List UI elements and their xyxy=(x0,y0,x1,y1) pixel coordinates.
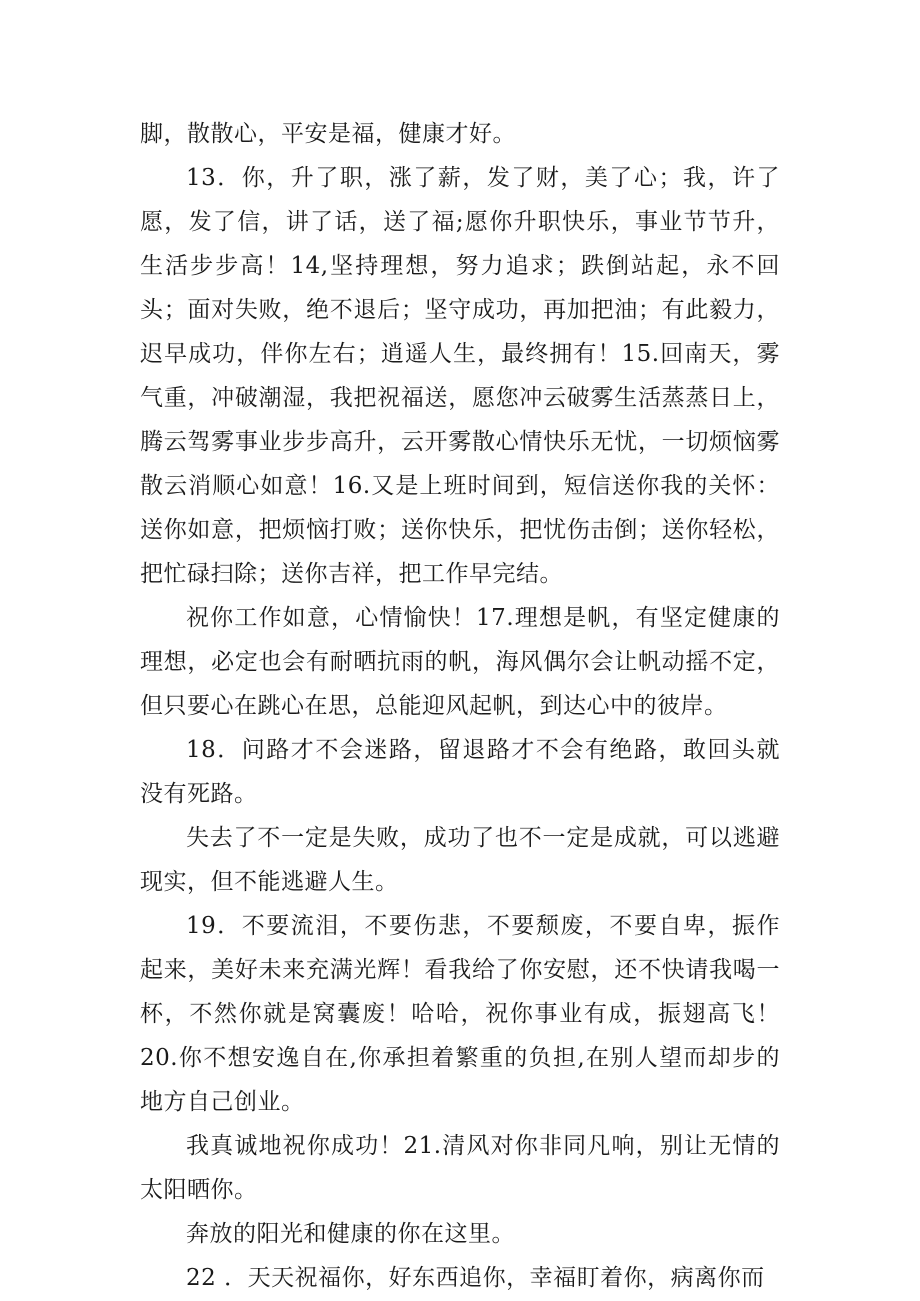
paragraph-17: 祝你工作如意，心情愉快！17.理想是帆，有坚定健康的理想，必定也会有耐晒抗雨的帆，海风偶尔会让帆动摇不定，但只要心在跳心在思，总能迎风起帆，到达心中的彼岸。 xyxy=(140,605,780,719)
paragraph-21: 我真诚地祝你成功！21.清风对你非同凡响，别让无情的太阳晒你。 xyxy=(140,1133,780,1203)
paragraph-22: 22 ．天天祝福你，好东西追你，幸福盯着你，病离你而 xyxy=(186,1265,765,1291)
document-page xyxy=(140,112,780,1300)
paragraph-continuation: 脚，散散心，平安是福，健康才好。 xyxy=(140,121,516,147)
paragraph-failure: 失去了不一定是失败，成功了也不一定是成就，可以逃避现实，但不能逃避人生。 xyxy=(140,825,780,895)
paragraph-18: 18．问路才不会迷路，留退路才不会有绝路，敢回头就没有死路。 xyxy=(140,737,780,807)
paragraph-sunshine: 奔放的阳光和健康的你在这里。 xyxy=(186,1221,515,1247)
paragraph-19-20: 19．不要流泪，不要伤悲，不要颓废，不要自卑，振作起来，美好未来充满光辉！看我给了你安慰，还不快请我喝一杯，不然你就是窝囊废！哈哈，祝你事业有成，振翅高飞！20.你不想安逸自在,你承担着繁重的负担,在别人望而却步的地方自己创业。 xyxy=(140,913,780,1115)
paragraph-13-16: 13．你，升了职，涨了薪，发了财，美了心；我，许了愿，发了信，讲了话，送了福;愿你升职快乐，事业节节升，生活步步高！14,坚持理想，努力追求；跌倒站起，永不回头；面对失败，绝不退后；坚守成功，再加把油；有此毅力，迟早成功，伴你左右；逍遥人生，最终拥有！15.回南天，雾气重，冲破潮湿，我把祝福送，愿您冲云破雾生活蒸蒸日上，腾云驾雾事业步步高升，云开雾散心情快乐无忧，一切烦恼雾散云消顺心如意！16.又是上班时间到，短信送你我的关怀：送你如意，把烦恼打败；送你快乐，把忧伤击倒；送你轻松，把忙碌扫除；送你吉祥，把工作早完结。 xyxy=(140,165,780,587)
